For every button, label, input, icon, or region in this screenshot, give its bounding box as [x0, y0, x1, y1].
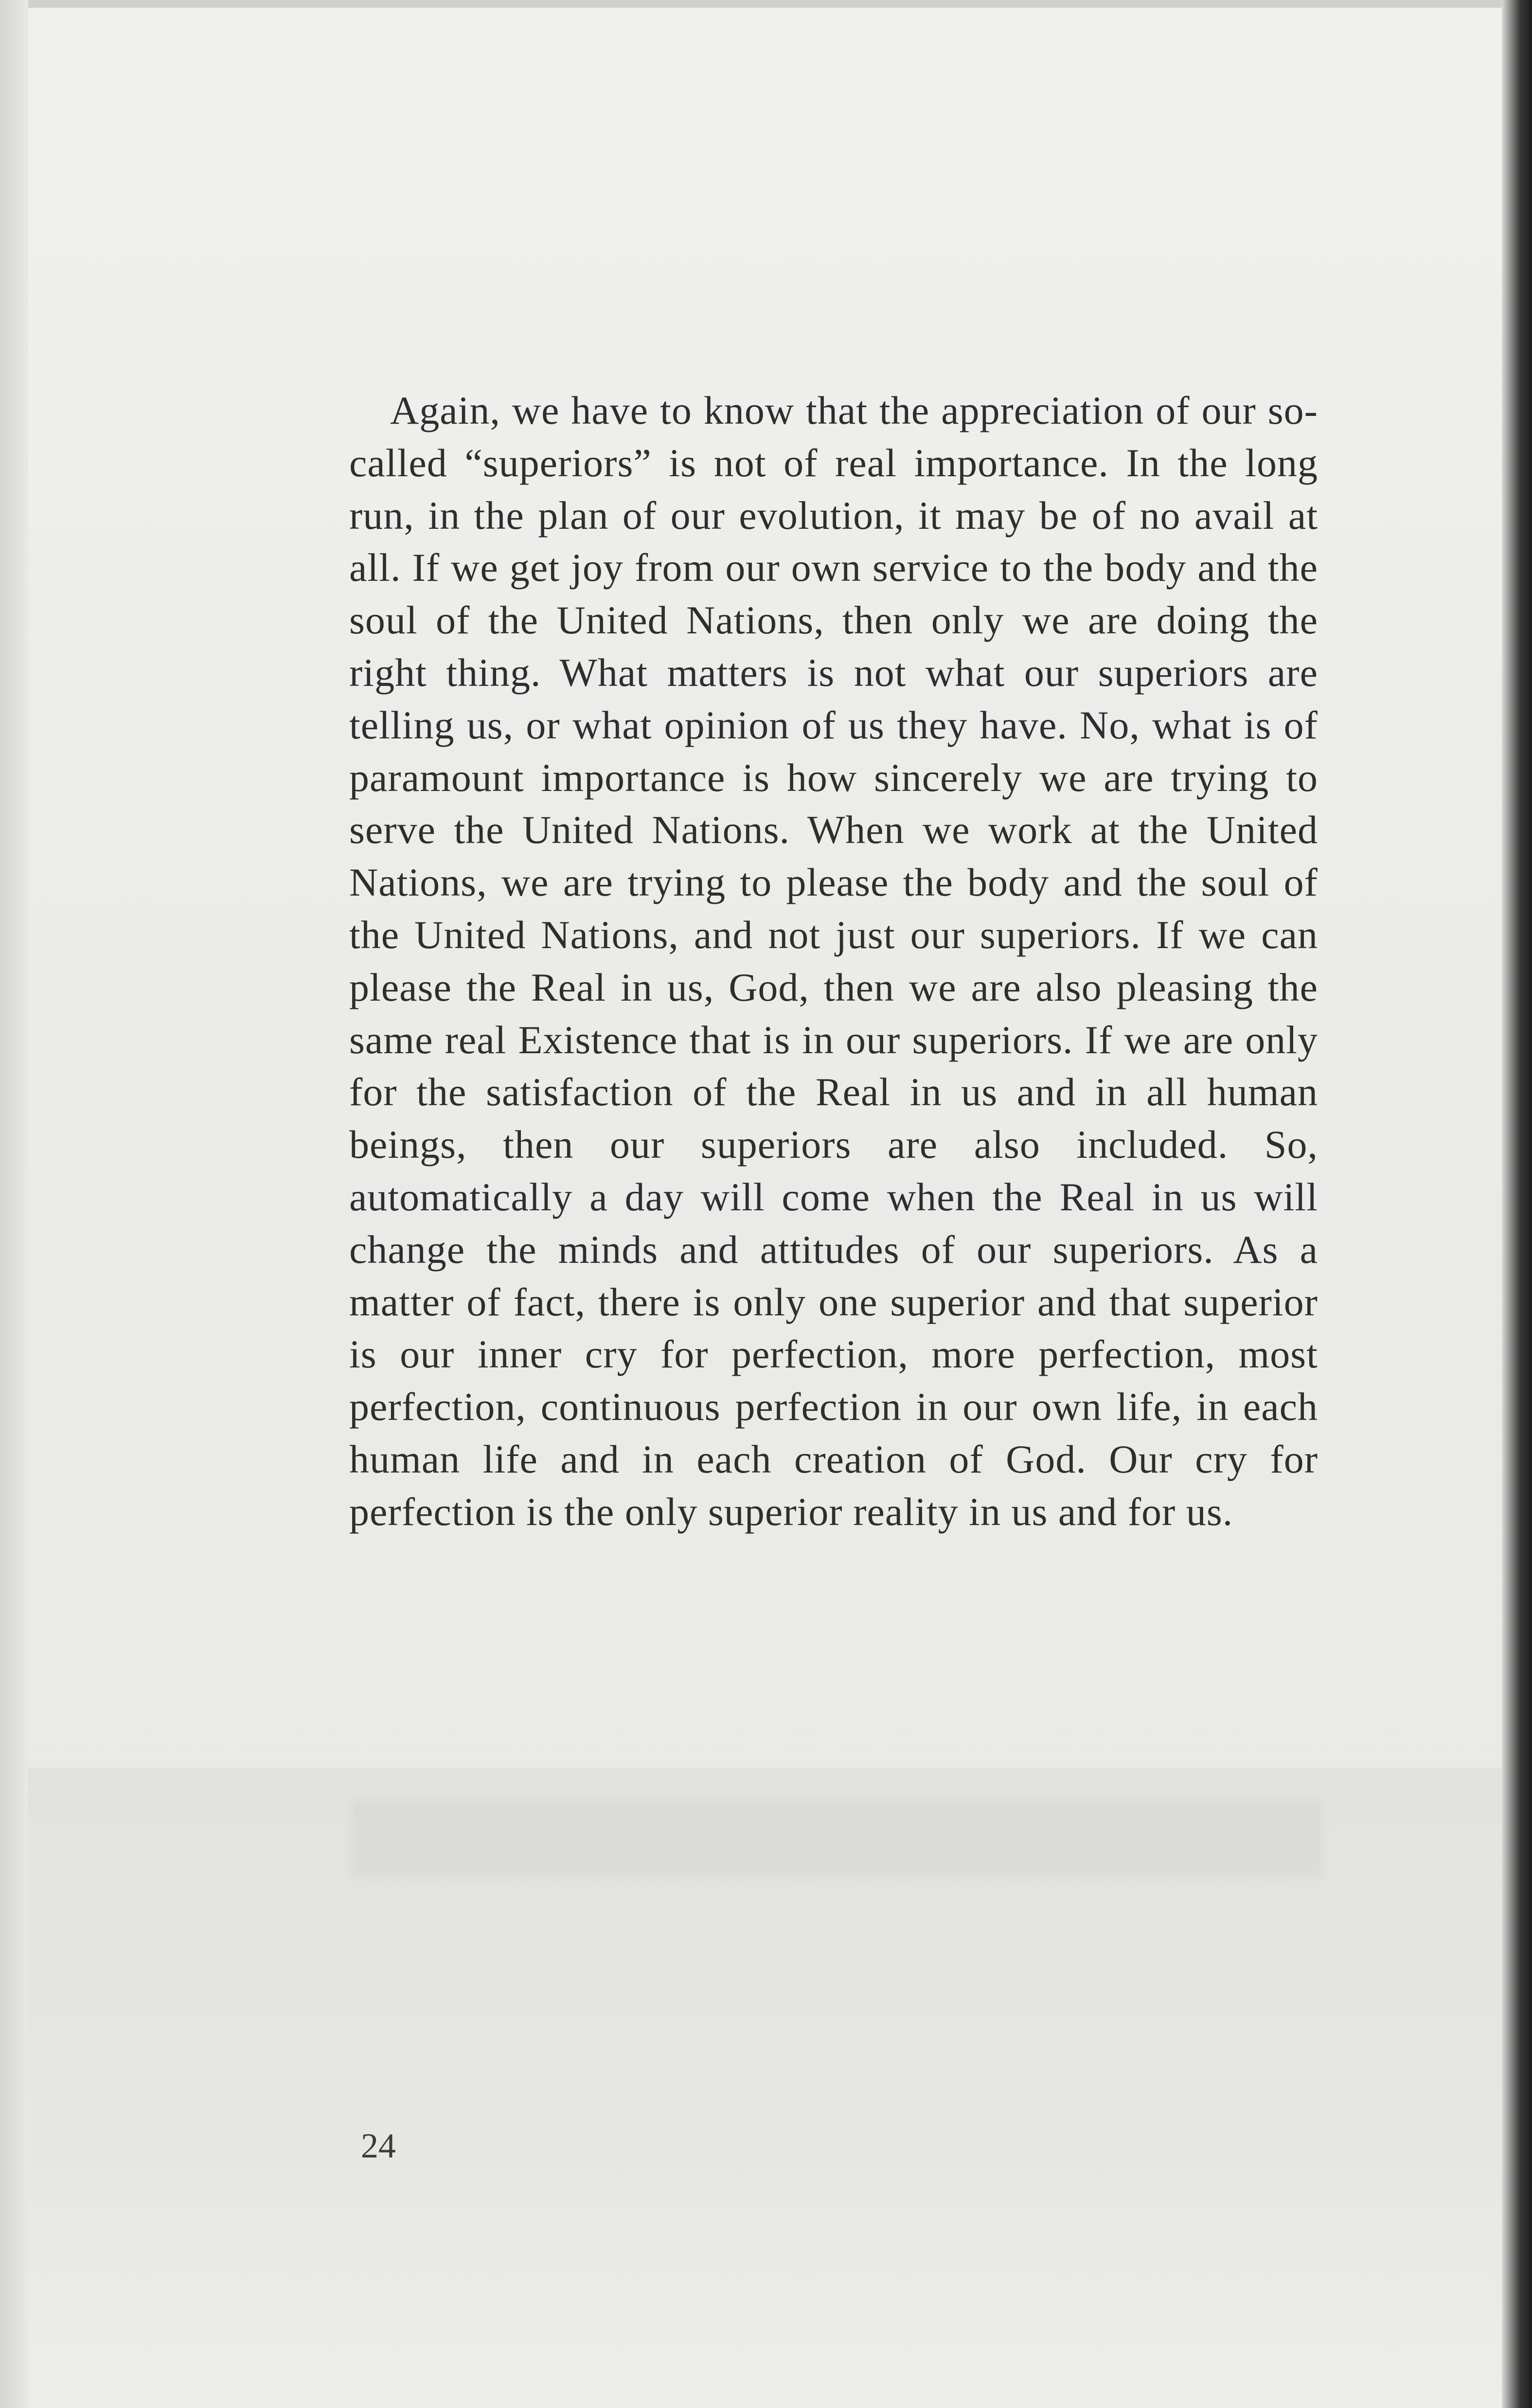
page-number: 24: [361, 2126, 396, 2165]
scan-left-edge: [0, 0, 28, 2408]
bleed-through-shadow: [350, 1800, 1323, 1878]
body-paragraph: Again, we have to know that the appreciation of our so-called “superiors” is not of real importance. In the long run, in the plan of our evolution, it may be of no avail at all. If we get joy from our own service to the body and the soul of the United Nations, then only we are doing the right thing. What matters is not what our superiors are telling us, or what opinion of us they have. No, what is of paramount importance is how sincerely we are trying to serve the United Nations. When we work at the United Nations, we are trying to please the body and the soul of the United Nations, and not just our superiors. If we can please the Real in us, God, then we are also pleasing the same real Existence that is in our superiors. If we are only for the satisfaction of the Real in us and in all human beings, then our superiors are also included. So, automatically a day will come when the Real in us will change the minds and attitudes of our superiors. As a matter of fact, there is only one superior and that superior is our inner cry for perfection, more perfection, most perfection, continuous perfection in our own life, in each human life and in each creation of God. Our cry for perfection is the only superior reality in us and for us.: [349, 388, 1318, 1534]
scan-top-edge: [0, 0, 1532, 8]
scan-right-edge: [1502, 0, 1532, 2408]
